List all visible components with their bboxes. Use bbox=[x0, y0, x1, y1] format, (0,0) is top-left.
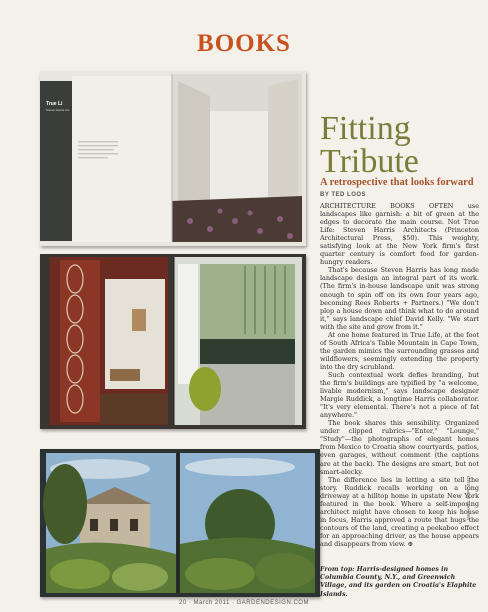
book-spread-illustration-2 bbox=[40, 254, 306, 429]
article-paragraph: The difference lies in letting a site tell the story. Ruddick recalls working on a long driveway at a hilltop home in upstate New York featured in the book. Where a self-imposing architect might have chosen to keep his house in focus, Harris approved a route that hugs the contours of the land, creating a peekaboo effect for an approaching driver, as the house appears and disappears from view. ⊕ bbox=[320, 475, 479, 548]
page-footer: 20 · March 2011 · GARDENDESIGN.COM bbox=[179, 600, 309, 606]
article-body bbox=[320, 202, 479, 548]
photo-credit: MICHAEL ESPOSITO bbox=[466, 475, 471, 520]
book-spread-illustration-3 bbox=[40, 449, 320, 597]
book-spread-photo-3 bbox=[40, 449, 320, 597]
book-spread-illustration-1 bbox=[40, 71, 306, 246]
book-spread-photo-1 bbox=[40, 71, 306, 246]
article-paragraph: At one home featured in True Life, at the foot of South Africa's Table Mountain in Cape Town, the garden mimics the surrounding grasses and wildflowers, seemingly extending the property into the dry scrubland. bbox=[320, 330, 479, 371]
photo-caption: From top: Harris-designed homes in Columbia County, N.Y., and Greenwich Village, and its garden on Croatia's Elaphite Islands. bbox=[320, 566, 477, 598]
book-cover-byline: Steven Harris Arc bbox=[46, 108, 70, 112]
book-cover-title: True Li bbox=[46, 101, 63, 107]
article-paragraph: Such contextual work defies branding, but the firm's buildings are typified by "a welcome, livable modernism," says landscape designer Margie Ruddick, a longtime Harris collaborator. "It's very elemental. There's not a piece of fat anywhere." bbox=[320, 370, 479, 420]
book-spread-photo-2 bbox=[40, 254, 306, 429]
article-subhead: A retrospective that looks forward bbox=[320, 177, 474, 188]
article-title: Fitting Tribute bbox=[320, 110, 419, 180]
section-header: BOOKS bbox=[197, 30, 291, 57]
article-byline: BY TED LOOS bbox=[320, 192, 367, 198]
article-paragraph: That's because Steven Harris has long made landscape design an integral part of its work. (The firm's in-house landscape unit was strong enough to spin off on its own four years ago, becoming Rees Roberts + Partners.) "We don't plop a house down and think what to do around it," says landscape chief David Kelly. "We start with the site and grow from it." bbox=[320, 266, 479, 331]
article-paragraph: The book shares this sensibility. Organized under clipped rubrics—"Enter," "Lounge," "Study"—the photographs of elegant homes from Mexico to Croatia show courtyards, patios, even garages, without comment (the captions are at the back). The designs are smart, but not smart-alecky. bbox=[320, 419, 479, 476]
article-paragraph: ARCHITECTURE BOOKS OFTEN use landscapes like garnish: a bit of green at the edges to decorate the main course. Not True Life: Steven Harris Architects (Princeton Architectural Press, $50). This weighty, satisfying look at the New York firm's first quarter century is comfort food for garden-hungry readers. bbox=[320, 202, 479, 267]
